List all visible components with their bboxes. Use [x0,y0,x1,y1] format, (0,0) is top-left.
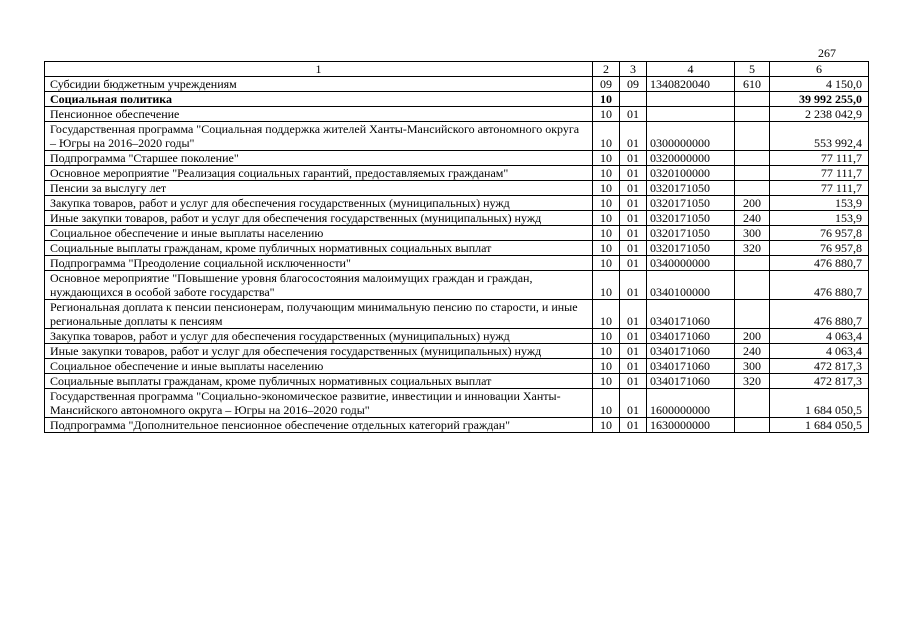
row-expense-type-cell: 200 [735,196,770,211]
row-name-cell: Подпрограмма "Преодоление социальной исключенности" [45,256,593,271]
table-row [45,329,869,344]
row-subsection-cell: 01 [620,196,647,211]
row-expense-type-cell: 200 [735,329,770,344]
row-name-cell: Социальные выплаты гражданам, кроме публичных нормативных социальных выплат [45,241,593,256]
row-expense-type-cell [735,166,770,181]
row-name-cell: Пенсионное обеспечение [45,107,593,122]
row-amount-cell: 472 817,3 [770,359,869,374]
row-section-cell: 10 [593,374,620,389]
table-row [45,241,869,256]
table-row [45,389,869,418]
row-name-cell: Социальное обеспечение и иные выплаты населению [45,359,593,374]
row-section-cell: 10 [593,418,620,433]
row-subsection-cell: 01 [620,300,647,329]
row-section-cell: 10 [593,226,620,241]
row-name-cell: Социальные выплаты гражданам, кроме публичных нормативных социальных выплат [45,374,593,389]
row-subsection-cell: 01 [620,181,647,196]
row-amount-cell: 4 063,4 [770,329,869,344]
row-expense-type-cell [735,151,770,166]
row-amount-cell: 153,9 [770,211,869,226]
row-target-article-cell: 0340171060 [647,329,735,344]
row-amount-cell: 1 684 050,5 [770,389,869,418]
row-name-cell: Социальное обеспечение и иные выплаты населению [45,226,593,241]
row-expense-type-cell [735,256,770,271]
row-subsection-cell: 01 [620,256,647,271]
row-target-article-cell: 0320000000 [647,151,735,166]
row-name-cell: Основное мероприятие "Реализация социальных гарантий, предоставляемых гражданам" [45,166,593,181]
row-section-cell: 10 [593,166,620,181]
header-row [45,62,869,77]
row-section-cell: 10 [593,271,620,300]
row-name-cell: Основное мероприятие "Повышение уровня благосостояния малоимущих граждан и граждан, нуждающихся в особой заботе государства" [45,271,593,300]
table-row [45,226,869,241]
row-target-article-cell: 0300000000 [647,122,735,151]
table-row [45,151,869,166]
row-section-cell: 10 [593,300,620,329]
row-name-cell: Иные закупки товаров, работ и услуг для обеспечения государственных (муниципальных) нужд [45,211,593,226]
row-name-cell: Государственная программа "Социально-экономическое развитие, инвестиции и инновации Ханты-Мансийского автономного округа – Югры на 2016–2020 годы" [45,389,593,418]
row-target-article-cell: 1600000000 [647,389,735,418]
row-section-cell: 10 [593,389,620,418]
row-target-article-cell: 0320171050 [647,241,735,256]
row-subsection-cell: 01 [620,344,647,359]
row-expense-type-cell: 320 [735,241,770,256]
row-expense-type-cell [735,389,770,418]
row-expense-type-cell: 300 [735,359,770,374]
budget-table [44,61,869,433]
row-name-cell: Закупка товаров, работ и услуг для обеспечения государственных (муниципальных) нужд [45,329,593,344]
row-subsection-cell: 01 [620,418,647,433]
table-row [45,359,869,374]
row-subsection-cell: 01 [620,226,647,241]
page-number: 267 [818,46,836,60]
row-expense-type-cell [735,271,770,300]
row-target-article-cell [647,107,735,122]
row-section-cell: 10 [593,122,620,151]
row-amount-cell: 76 957,8 [770,226,869,241]
column-header-3: 3 [620,62,647,77]
row-amount-cell: 153,9 [770,196,869,211]
row-target-article-cell [647,92,735,107]
row-target-article-cell: 0340171060 [647,374,735,389]
row-expense-type-cell [735,92,770,107]
row-amount-cell: 4 063,4 [770,344,869,359]
column-header-5: 5 [735,62,770,77]
table-row [45,211,869,226]
row-expense-type-cell: 240 [735,344,770,359]
row-section-cell: 09 [593,77,620,92]
row-name-cell: Пенсии за выслугу лет [45,181,593,196]
row-section-cell: 10 [593,151,620,166]
row-name-cell: Подпрограмма "Старшее поколение" [45,151,593,166]
table-row [45,256,869,271]
row-section-cell: 10 [593,241,620,256]
row-amount-cell: 553 992,4 [770,122,869,151]
row-target-article-cell: 0320171050 [647,196,735,211]
row-subsection-cell: 01 [620,107,647,122]
row-name-cell: Закупка товаров, работ и услуг для обеспечения государственных (муниципальных) нужд [45,196,593,211]
row-amount-cell: 76 957,8 [770,241,869,256]
table-row [45,300,869,329]
row-amount-cell: 476 880,7 [770,271,869,300]
column-header-2: 2 [593,62,620,77]
row-subsection-cell: 09 [620,77,647,92]
table-body [45,62,869,433]
row-name-cell: Государственная программа "Социальная поддержка жителей Ханты-Мансийского автономного округа – Югры на 2016–2020 годы" [45,122,593,151]
column-header-6: 6 [770,62,869,77]
table-row [45,181,869,196]
row-amount-cell: 476 880,7 [770,300,869,329]
row-subsection-cell: 01 [620,211,647,226]
row-expense-type-cell: 320 [735,374,770,389]
row-expense-type-cell [735,107,770,122]
row-target-article-cell: 0340171060 [647,359,735,374]
row-expense-type-cell: 240 [735,211,770,226]
row-expense-type-cell [735,181,770,196]
row-target-article-cell: 1630000000 [647,418,735,433]
column-header-4: 4 [647,62,735,77]
row-target-article-cell: 0320171050 [647,226,735,241]
row-subsection-cell: 01 [620,122,647,151]
row-subsection-cell: 01 [620,271,647,300]
row-section-cell: 10 [593,211,620,226]
table-row [45,196,869,211]
row-name-cell: Субсидии бюджетным учреждениям [45,77,593,92]
row-subsection-cell: 01 [620,359,647,374]
row-subsection-cell: 01 [620,241,647,256]
row-amount-cell: 77 111,7 [770,166,869,181]
row-amount-cell: 472 817,3 [770,374,869,389]
row-amount-cell: 476 880,7 [770,256,869,271]
row-amount-cell: 77 111,7 [770,151,869,166]
row-expense-type-cell: 300 [735,226,770,241]
row-name-cell: Региональная доплата к пенсии пенсионерам, получающим минимальную пенсию по старости, и иные региональные доплаты к пенсиям [45,300,593,329]
table-row [45,374,869,389]
row-section-cell: 10 [593,256,620,271]
row-subsection-cell: 01 [620,389,647,418]
table-row [45,107,869,122]
table-row [45,344,869,359]
row-subsection-cell [620,92,647,107]
table-row [45,122,869,151]
row-expense-type-cell [735,122,770,151]
row-subsection-cell: 01 [620,329,647,344]
row-subsection-cell: 01 [620,374,647,389]
column-header-1: 1 [45,62,593,77]
row-section-cell: 10 [593,359,620,374]
row-amount-cell: 1 684 050,5 [770,418,869,433]
table-row [45,77,869,92]
row-amount-cell: 4 150,0 [770,77,869,92]
row-expense-type-cell [735,418,770,433]
row-target-article-cell: 0340100000 [647,271,735,300]
row-amount-cell: 77 111,7 [770,181,869,196]
table-row [45,418,869,433]
row-target-article-cell: 0340171060 [647,344,735,359]
row-target-article-cell: 1340820040 [647,77,735,92]
row-amount-cell: 2 238 042,9 [770,107,869,122]
row-section-cell: 10 [593,196,620,211]
row-section-cell: 10 [593,92,620,107]
row-name-cell: Социальная политика [45,92,593,107]
table-row [45,166,869,181]
row-target-article-cell: 0340171060 [647,300,735,329]
row-section-cell: 10 [593,329,620,344]
row-expense-type-cell: 610 [735,77,770,92]
table-row [45,271,869,300]
row-target-article-cell: 0320171050 [647,181,735,196]
row-name-cell: Иные закупки товаров, работ и услуг для обеспечения государственных (муниципальных) нужд [45,344,593,359]
row-expense-type-cell [735,300,770,329]
table-row [45,92,869,107]
row-section-cell: 10 [593,107,620,122]
row-target-article-cell: 0320171050 [647,211,735,226]
row-subsection-cell: 01 [620,151,647,166]
row-name-cell: Подпрограмма "Дополнительное пенсионное обеспечение отдельных категорий граждан" [45,418,593,433]
row-subsection-cell: 01 [620,166,647,181]
row-section-cell: 10 [593,181,620,196]
row-amount-cell: 39 992 255,0 [770,92,869,107]
row-target-article-cell: 0320100000 [647,166,735,181]
row-target-article-cell: 0340000000 [647,256,735,271]
row-section-cell: 10 [593,344,620,359]
